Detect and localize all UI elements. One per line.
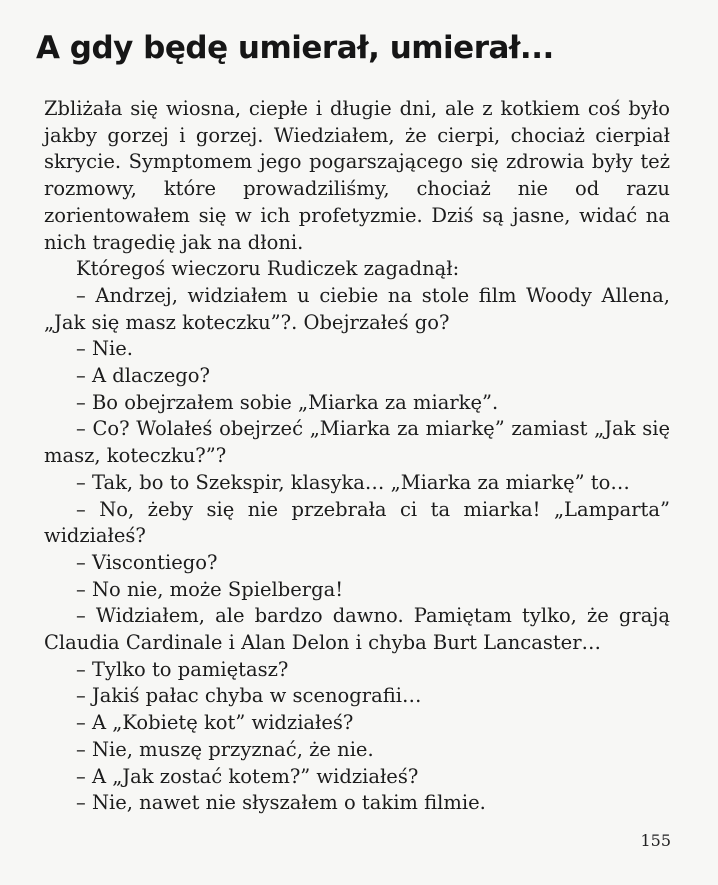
dialogue [44, 256, 670, 817]
dialogue-line: – Viscontiego? [76, 550, 218, 574]
dialogue-line: – Nie, nawet nie słyszałem o takim filmie. [76, 791, 486, 815]
dialogue-line: – Tak, bo to Szekspir, klasyka… „Miarka za miarkę” to… [76, 470, 630, 494]
dialogue-line: – No nie, może Spielberga! [76, 577, 344, 601]
dialogue-line: – Nie, muszę przyznać, że nie. [76, 737, 374, 761]
dialogue-line: – No, żeby się nie przebrała ci ta miarka! „Lamparta” widziałeś? [44, 497, 670, 548]
page-number: 155 [640, 831, 671, 850]
dialogue-line: – A „Kobietę kot” widziałeś? [76, 711, 354, 735]
intro-paragraph: Zbliżała się wiosna, ciepłe i długie dni, ale z kotkiem coś było jakby gorzej i gorzej. Wiedziałem, że cierpi, chociaż cierpiał skrycie. Symptomem jego pogarszającego się zdrowia były też rozmowy, które prowadziliśmy, chociaż nie od razu zorientowałem się w ich profetyzmie. Dziś są jasne, widać na nich tragedię jak na dłoni. [44, 97, 670, 254]
dialogue-line: – Widziałem, ale bardzo dawno. Pamiętam tylko, że grają Claudia Cardinale i Alan Delon i chyba Burt Lancaster… [44, 604, 670, 655]
body-text [44, 96, 670, 817]
dialogue-line: – Co? Wolałeś obejrzeć „Miarka za miarkę” zamiast „Jak się masz, koteczku?”? [44, 417, 670, 468]
dialogue-line: – A dlaczego? [76, 364, 210, 388]
dialogue-line: – Andrzej, widziałem u ciebie na stole film Woody Allena, „Jak się masz koteczku”?. Obejrzałeś go? [44, 283, 670, 334]
chapter-title: A gdy będę umierał, umierał... [36, 30, 554, 66]
dialogue-line: – Jakiś pałac chyba w scenografii… [76, 684, 422, 708]
dialogue-line: – Nie. [76, 337, 133, 361]
dialogue-line: – A „Jak zostać kotem?” widziałeś? [76, 764, 419, 788]
dialogue-line: – Tylko to pamiętasz? [76, 657, 289, 681]
dialogue-line: – Bo obejrzałem sobie „Miarka za miarkę”. [76, 390, 499, 414]
dialogue-line: Któregoś wieczoru Rudiczek zagadnął: [76, 257, 460, 281]
